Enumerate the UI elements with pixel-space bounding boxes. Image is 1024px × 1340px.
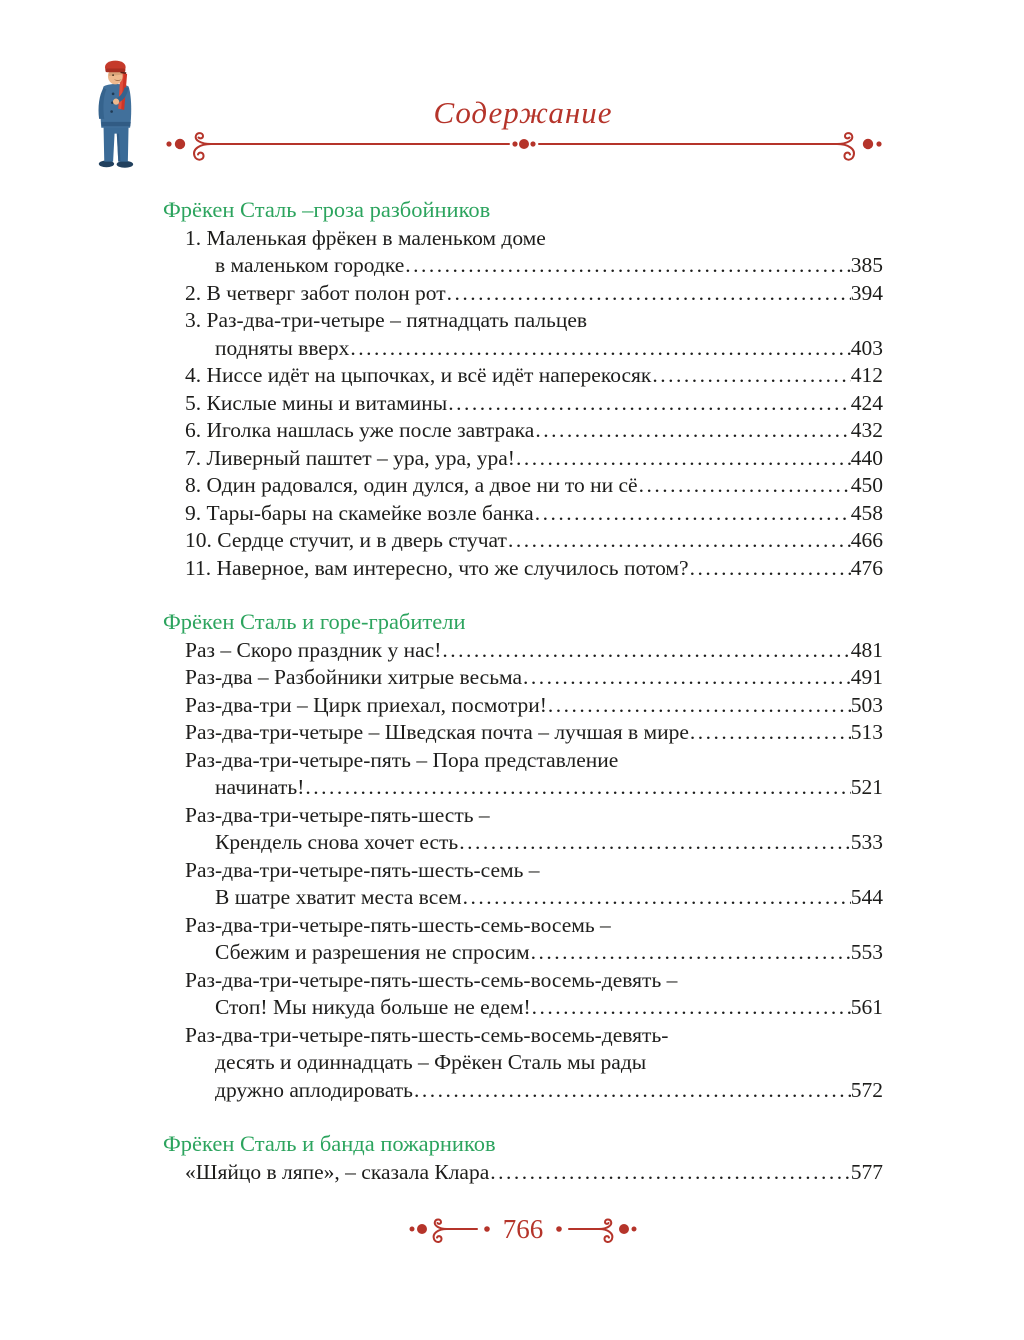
entry-page-number: 513: [850, 720, 883, 744]
shoe: [117, 161, 134, 168]
toc-entry: [163, 225, 883, 280]
toc-line: [163, 280, 883, 308]
toc-line: [163, 939, 883, 967]
header-flourish-divider: [163, 130, 885, 170]
toc-entry: [163, 637, 883, 665]
entry-text: Раз-два – Разбойники хитрые весьма: [185, 665, 523, 689]
toc-entry: [163, 967, 883, 1022]
entry-page-number: 577: [850, 1159, 883, 1184]
entry-text: Раз-два-три – Цирк приехал, посмотри!: [185, 692, 547, 717]
page-footer: [163, 1212, 883, 1246]
dot-leader: [531, 994, 851, 1022]
entry-text: Раз-два-три-четыре – Шведская почта – лучшая в мире: [185, 720, 689, 744]
entry-text: Раз-два-три-четыре-пять-шесть-семь-восемь-девять-: [185, 1022, 669, 1047]
entry-text: Раз-два-три-четыре-пять-шесть-семь-восемь-девять –: [185, 967, 678, 992]
toc-entry: [163, 747, 883, 802]
toc-line: [163, 1077, 883, 1105]
dot-leader: [413, 1077, 851, 1105]
entry-text: 3. Раз-два-три-четыре – пятнадцать пальцев: [185, 308, 588, 332]
toc-entry: [163, 500, 883, 528]
entry-text: Крендель снова хочет есть: [215, 830, 459, 854]
toc-entry: [163, 390, 883, 418]
toc-line: [163, 829, 883, 857]
toc-line: [163, 1049, 883, 1077]
toc-line: [163, 335, 883, 363]
toc-line: [163, 500, 883, 528]
dot-leader: [522, 664, 851, 692]
toc-line: [163, 555, 883, 583]
dot-leader: [638, 472, 851, 500]
footer-left-flourish: [407, 1212, 495, 1246]
toc-section: [163, 608, 883, 1104]
entry-text: 10. Сердце стучит, и в дверь стучат: [185, 528, 507, 552]
footer-right-flourish: [551, 1212, 639, 1246]
dot-leader: [651, 362, 850, 390]
toc-line: [163, 252, 883, 280]
toc-entry: [163, 719, 883, 747]
toc-line: [163, 719, 883, 747]
dot-leader: [404, 252, 850, 280]
entry-text: 7. Ливерный паштет – ура, ура, ура!: [185, 445, 515, 470]
entry-text: 2. В четверг забот полон рот: [185, 280, 446, 305]
toc-entry: [163, 472, 883, 500]
toc-entry: [163, 1022, 883, 1105]
entry-text: Стоп! Мы никуда больше не едем!: [215, 995, 531, 1019]
toc-line: [163, 362, 883, 390]
entry-text: В шатре хватит места всем: [215, 885, 462, 909]
toc-entry: [163, 857, 883, 912]
dot-leader: [441, 637, 850, 665]
entry-text: Сбежим и разрешения не спросим: [215, 940, 530, 964]
entry-text: дружно аплодировать: [215, 1077, 413, 1102]
entry-text: Раз-два-три-четыре-пять-шесть –: [185, 802, 490, 827]
entry-page-number: 481: [850, 637, 883, 662]
entry-text: Раз-два-три-четыре-пять-шесть-семь-восемь –: [185, 912, 611, 937]
toc-line: [163, 802, 883, 830]
entry-text: Раз-два-три-четыре-пять – Пора представление: [185, 747, 619, 772]
dot-leader: [304, 774, 850, 802]
dot-leader: [446, 280, 851, 308]
section-heading: Фрёкен Сталь и банда пожарников: [163, 1131, 496, 1156]
entry-page-number: 503: [850, 692, 883, 717]
entry-page-number: 561: [850, 995, 883, 1019]
entry-page-number: 424: [850, 390, 883, 415]
dot-leader: [530, 939, 851, 967]
toc-line: [163, 884, 883, 912]
entry-text: 5. Кислые мины и витамины: [185, 390, 448, 415]
toc-line: [163, 912, 883, 940]
toc-line: [163, 307, 883, 335]
toc-entry: [163, 1159, 883, 1187]
dot-leader: [547, 692, 851, 720]
entry-page-number: 450: [850, 473, 883, 497]
toc-line: [163, 774, 883, 802]
dot-leader: [507, 527, 851, 555]
toc-line: [163, 747, 883, 775]
entry-page-number: 476: [850, 555, 883, 580]
section-heading: Фрёкен Сталь и горе-грабители: [163, 609, 466, 634]
entry-text: 11. Наверное, вам интересно, что же случилось потом?: [185, 555, 689, 580]
entry-page-number: 412: [850, 363, 883, 387]
entry-page-number: 403: [850, 335, 883, 360]
page-title: Содержание: [433, 95, 613, 130]
entry-text: десять и одиннадцать – Фрёкен Сталь мы рады: [215, 1050, 647, 1074]
dot-leader: [447, 390, 851, 418]
entry-page-number: 572: [850, 1077, 883, 1102]
entry-text: 9. Тары-бары на скамейке возле банка: [185, 500, 534, 525]
entry-text: в маленьком городке: [215, 253, 405, 277]
trousers: [104, 125, 129, 162]
entry-text: «Шяйцо в ляпе», – сказала Клара: [185, 1159, 490, 1184]
section-heading: Фрёкен Сталь –гроза разбойников: [163, 197, 491, 222]
entry-page-number: 544: [850, 885, 883, 909]
toc-line: [163, 994, 883, 1022]
entry-page-number: 521: [850, 775, 883, 799]
toc-entry: [163, 802, 883, 857]
dot-leader: [458, 829, 851, 857]
toc-line: [163, 857, 883, 885]
toc-entry: [163, 445, 883, 473]
toc-section: [163, 196, 883, 582]
entry-text: начинать!: [215, 775, 305, 799]
toc-line: [163, 472, 883, 500]
toc-line: [163, 417, 883, 445]
dot-leader: [489, 1159, 850, 1187]
toc-entry: [163, 692, 883, 720]
entry-page-number: 440: [850, 445, 883, 470]
dot-leader: [462, 884, 851, 912]
entry-page-number: 533: [850, 830, 883, 854]
toc-line: [163, 664, 883, 692]
footer-page-number: 766: [502, 1214, 544, 1244]
entry-text: 1. Маленькая фрёкен в маленьком доме: [185, 225, 546, 250]
dot-leader: [349, 335, 850, 363]
entry-page-number: 385: [850, 253, 883, 277]
entry-text: Раз-два-три-четыре-пять-шесть-семь –: [185, 857, 540, 882]
toc-line: [163, 637, 883, 665]
toc-line: [163, 692, 883, 720]
hand: [113, 99, 119, 105]
entry-page-number: 458: [850, 500, 883, 525]
dot-leader: [534, 500, 851, 528]
entry-text: 8. Один радовался, один дулся, а двое ни то ни сё: [185, 473, 638, 497]
dot-leader: [689, 719, 851, 747]
toc-line: [163, 967, 883, 995]
toc-line: [163, 1159, 883, 1187]
toc-entry: [163, 555, 883, 583]
toc-section: [163, 1130, 883, 1186]
entry-page-number: 432: [850, 418, 883, 442]
toc-entry: [163, 362, 883, 390]
entry-text: 4. Ниссе идёт на цыпочках, и всё идёт наперекосяк: [185, 363, 652, 387]
entry-text: Раз – Скоро праздник у нас!: [185, 637, 442, 662]
toc-line: [163, 445, 883, 473]
dot-leader: [534, 417, 850, 445]
entry-page-number: 491: [850, 665, 883, 689]
entry-text: подняты вверх: [215, 335, 350, 360]
toc-page: [163, 0, 883, 1246]
toc-entry: [163, 307, 883, 362]
uniformed-man-illustration: [74, 54, 164, 172]
toc-entry: [163, 664, 883, 692]
toc-entry: [163, 280, 883, 308]
toc-entry: [163, 912, 883, 967]
toc-line: [163, 1022, 883, 1050]
dot-leader: [515, 445, 851, 473]
entry-page-number: 466: [850, 528, 883, 552]
toc-line: [163, 390, 883, 418]
dot-leader: [689, 555, 851, 583]
toc-line: [163, 225, 883, 253]
toc-entry: [163, 527, 883, 555]
entry-page-number: 394: [850, 280, 883, 305]
entry-page-number: 553: [850, 940, 883, 964]
toc-entry: [163, 417, 883, 445]
toc-line: [163, 527, 883, 555]
toc-sections: [163, 196, 883, 1186]
entry-text: 6. Иголка нашлась уже после завтрака: [185, 418, 535, 442]
